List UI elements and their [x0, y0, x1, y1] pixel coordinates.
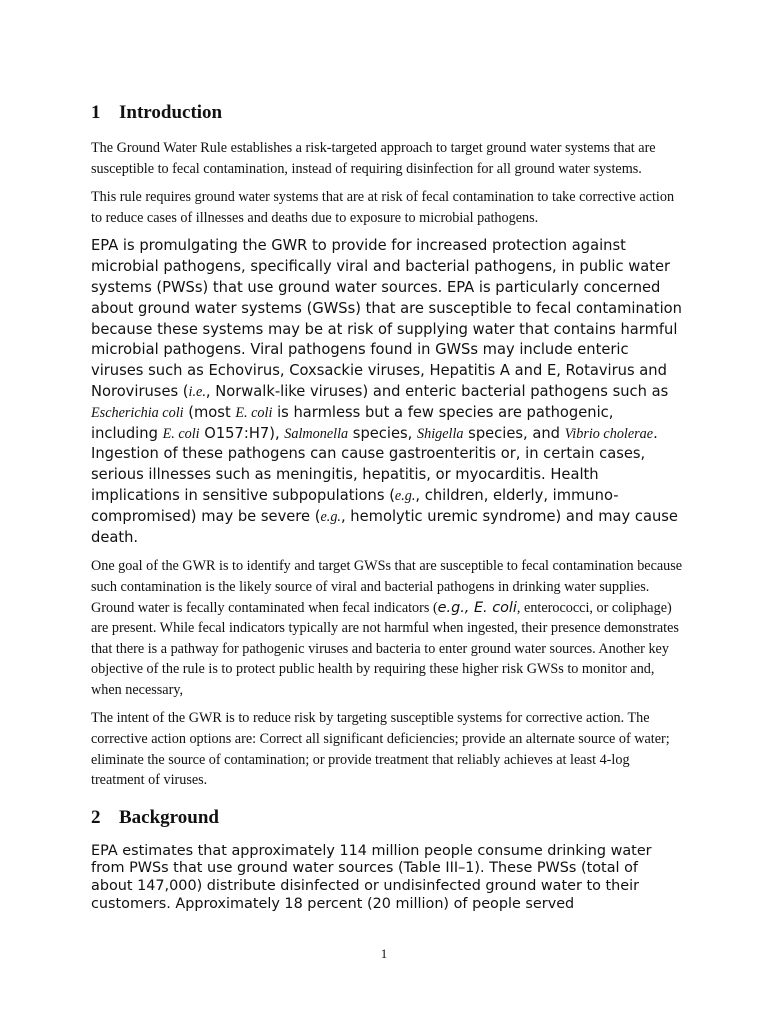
text-run: species, and — [463, 424, 565, 442]
background-paragraph-1: EPA estimates that approximately 114 million people consume drinking water from PWSs that use ground water sources (Table III–1). These PWSs (total of about 147,000) distribute disinfected or undisinfected ground water to their customers. Approximately 18 percent (20 million) of people served — [91, 842, 652, 912]
section-title: Background — [119, 806, 219, 828]
text-run: (most — [183, 403, 236, 421]
italic-run: e.g., E. coli — [437, 599, 517, 616]
text-run: species, — [348, 424, 417, 442]
section-heading-introduction — [91, 100, 683, 126]
intro-paragraph-2: This rule requires ground water systems that are at risk of fecal contamination to take corrective action to reduce cases of illnesses and deaths due to exposure to microbial pathogens. — [91, 189, 675, 226]
text-run: One goal of the GWR is to identify and target GWSs that are susceptible to fecal contamination because such contamination is the likely source of viral and bacterial pathogens in drinking water supplies. Ground water is fecally contaminated when fecal indicators ( — [91, 558, 683, 616]
page-content — [91, 100, 683, 913]
section-number: 2 — [91, 806, 101, 828]
text-run: O157:H7), — [199, 424, 285, 442]
species-name: E. coli — [235, 404, 273, 421]
species-name: Salmonella — [284, 425, 349, 442]
species-name: Escherichia coli — [91, 404, 184, 421]
intro-paragraph-4 — [91, 556, 683, 700]
intro-paragraph-1: The Ground Water Rule establishes a risk-targeted approach to target ground water systems that are susceptible to fecal contamination, instead of requiring disinfection for all ground water systems. — [91, 140, 656, 177]
italic-run: e.g. — [320, 508, 341, 525]
text-run: , children, elderly, immuno-compromised) may be severe ( — [91, 486, 619, 525]
intro-paragraph-3 — [91, 236, 683, 548]
text-run: , Norwalk-like viruses) and enteric bacterial pathogens such as — [205, 382, 669, 400]
text-run: , hemolytic uremic syndrome) and may cause death. — [91, 507, 678, 546]
intro-paragraph-5: The intent of the GWR is to reduce risk by targeting susceptible systems for corrective action. The corrective action options are: Correct all significant deficiencies; provide an alternate source of water; eliminate the source of contamination; or provide treatment that reliably achieves at least 4-log treatment of viruses. — [91, 710, 670, 789]
species-name: Vibrio cholerae — [564, 425, 654, 442]
italic-run: i.e. — [188, 383, 206, 400]
section-number: 1 — [91, 102, 101, 123]
species-name: E. coli — [162, 425, 200, 442]
species-name: Shigella — [417, 425, 464, 442]
text-run: . Ingestion of these pathogens can cause gastroenteritis or, in certain cases, serious illnesses such as meningitis, hepatitis, or myocarditis. Health implications in sensitive subpopulations ( — [91, 424, 658, 504]
italic-run: e.g. — [394, 487, 416, 504]
text-run: is harmless but a few species are pathogenic, including — [91, 403, 614, 442]
text-run: EPA is promulgating the GWR to provide for increased protection against microbial pathogens, specifically viral and bacterial pathogens, in public water systems (PWSs) that use ground water sources. EPA is particularly concerned about ground water systems (GWSs) that are susceptible to fecal contamination because these systems may be at risk of supplying water that contains harmful microbial pathogens. Viral pathogens found in GWSs may include enteric viruses such as Echovirus, Coxsackie viruses, Hepatitis A and E, Rotavirus and Noroviruses ( — [91, 237, 682, 400]
section-heading-background — [91, 805, 683, 831]
text-run: , enterococci, or coliphage) are present. While fecal indicators typically are not harmful when ingested, their presence demonstrates that there is a pathway for pathogenic viruses and bacteria to enter ground water sources. Another key objective of the rule is to protect public health by requiring these higher risk GWSs to monitor and, when necessary, — [91, 599, 679, 698]
page-number: 1 — [380, 946, 388, 961]
section-title: Introduction — [119, 102, 223, 123]
